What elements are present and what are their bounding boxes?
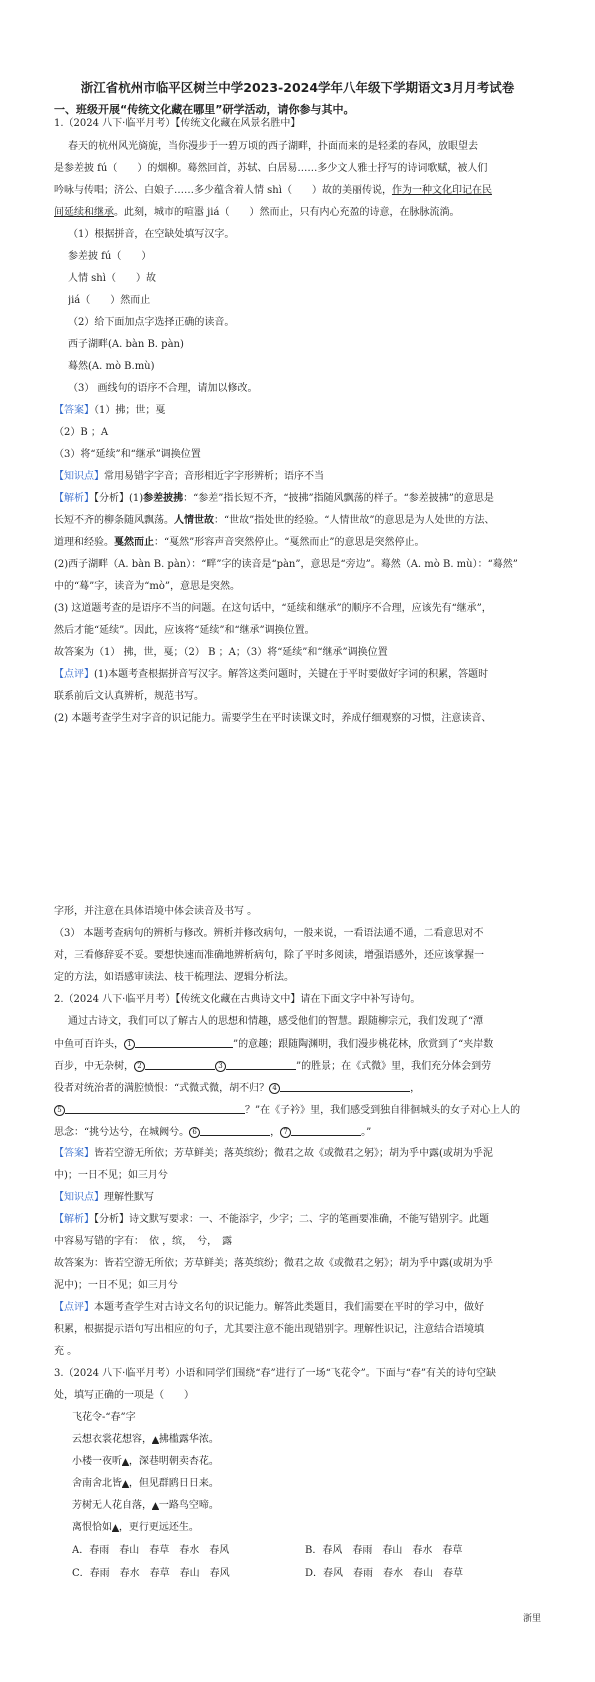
q3-poem-line: 云想衣裳花想容，▲拂槛露华浓。 bbox=[72, 1434, 219, 1445]
q1-heading: 1.（2024 八下·临平月考）【传统文化藏在风景名胜中】 bbox=[54, 118, 301, 129]
q2-answer: 【答案】皆若空游无所依；芳草鲜美；落英缤纷；微君之故《或微君之躬》；胡为乎中露(或胡为乎泥 bbox=[54, 1148, 493, 1159]
q1-passage-text: 。此刻，城市的喧嚣 jiá（ ）然而止，只有内心充盈的诗意，在脉脉流淌。 bbox=[114, 207, 460, 218]
q1-analysis: 【解析】【分析】(1)参差披拂：“参差”指长短不齐，“披拂”指随风飘荡的样子。“参差披拂”的意思是 bbox=[54, 493, 494, 504]
q1-answer-line: （2）B ；A bbox=[54, 427, 109, 438]
q1-analysis-line: 然后才能“延续”。因此，应该将“延续”和“继承”调换位置。 bbox=[54, 625, 315, 636]
q1-comment-line: 字形，并注意在具体语境中体会读音及书写 。 bbox=[54, 906, 258, 917]
q1-item: 人情 shì（ ）故 bbox=[68, 273, 156, 284]
blank-triangle-icon: ▲ bbox=[152, 1501, 159, 1511]
q2-passage-line: 百步，中无杂树， 2 3 ”的胜景；在《式微》里，我们充分体会到劳 bbox=[54, 1058, 541, 1075]
q1-subquestion: （3） 画线句的语序不合理，请加以修改。 bbox=[68, 383, 258, 394]
q1-analysis-line: (2)西子湖畔（A. bàn B. pàn）：“畔”字的读音是“pàn”，意思是“旁边”。蓦然（A. mò B. mù）：“蓦然” bbox=[54, 559, 518, 570]
fill-blank[interactable] bbox=[200, 1124, 270, 1136]
q2-passage-line: 思念：“挑兮达兮，在城阙兮。 6 ， 7 。” bbox=[54, 1124, 541, 1141]
q2-analysis: 【解析】【分析】诗文默写要求：一、不能添字，少字；二、字的笔画要准确，不能写错别字。此题 bbox=[54, 1214, 489, 1225]
q1-comment-line: 联系前后文认真辨析，规范书写。 bbox=[54, 691, 204, 702]
fill-blank[interactable] bbox=[291, 1124, 361, 1136]
q1-analysis-line: 故答案为（1） 拂，世，戛；（2） B ；A；（3）将“延续”和“继承”调换位置 bbox=[54, 647, 388, 658]
q3-option-c[interactable]: C．春雨 春水 春草 春山 春风 bbox=[72, 1568, 230, 1579]
q1-passage-text: 吟咏与传唱；济公、白娘子……多少蕴含着人情 shì（ ）故的美丽传说， bbox=[54, 185, 392, 196]
blank-number: 4 bbox=[269, 1083, 280, 1094]
blank-number: 3 bbox=[215, 1061, 226, 1072]
q1-item: 蓦然(A. mò B.mù) bbox=[68, 361, 155, 372]
q2-heading: 2.（2024 八下·临平月考）【传统文化藏在古典诗文中】请在下面文字中补写诗句。 bbox=[54, 994, 421, 1005]
q3-poem-title: 飞花令-“春”字 bbox=[72, 1412, 136, 1423]
q3-heading-line: 处，填写正确的一项是（ ） bbox=[54, 1390, 194, 1401]
q1-comment-line: 对，三看修辞妥不妥。要想快速而准确地辨析病句，除了平时多阅读，增强语感外，还应该掌握一 bbox=[54, 950, 484, 961]
knowledge-tag: 【知识点】 bbox=[54, 1192, 104, 1203]
fill-blank[interactable] bbox=[226, 1058, 296, 1070]
q1-passage-line bbox=[54, 183, 541, 199]
q2-comment-line: 积累，根据提示语句写出相应的句子，尤其要注意不能出现错别字。理解性识记，注意结合语境填 bbox=[54, 1324, 484, 1335]
blank-number: 2 bbox=[134, 1061, 145, 1072]
blank-number: 6 bbox=[189, 1127, 200, 1138]
q1-subquestion: （1）根据拼音，在空缺处填写汉字。 bbox=[68, 229, 235, 240]
q2-passage-line: 通过古诗文，我们可以了解古人的思想和情趣，感受他们的智慧。跟随柳宗元，我们发现了“潭 bbox=[68, 1016, 484, 1027]
q2-knowledge-point: 【知识点】理解性默写 bbox=[54, 1192, 154, 1203]
section-heading: 一、班级开展“传统文化藏在哪里”研学活动，请你参与其中。 bbox=[54, 103, 355, 116]
q3-heading: 3.（2024 八下·临平月考）小语和同学们围绕“春”进行了一场“飞花令”。下面与“春”有关的诗句空缺 bbox=[54, 1368, 497, 1379]
q2-passage-line: 5 ？”在《子衿》里，我们感受到独自徘徊城头的女子对心上人的 bbox=[54, 1102, 541, 1119]
answer-tag: 【答案】 bbox=[54, 405, 94, 416]
blank-triangle-icon: ▲ bbox=[122, 1457, 129, 1467]
q2-analysis-line: 中容易写错的字有： 依 ，缤， 兮， 露 bbox=[54, 1236, 233, 1247]
analysis-tag: 【解析】 bbox=[54, 493, 94, 504]
comment-tag: 【点评】 bbox=[54, 1302, 94, 1313]
knowledge-tag: 【知识点】 bbox=[54, 471, 104, 482]
q2-answer-line: 中)；一日不见；如三月兮 bbox=[54, 1170, 168, 1181]
q2-comment-line: 充 。 bbox=[54, 1346, 78, 1357]
fill-blank[interactable] bbox=[135, 1036, 233, 1048]
q1-analysis-line: 长短不齐的柳条随风飘荡。人情世故：“世故”指处世的经验。“人情世故”的意思是为人处世的方法、 bbox=[54, 515, 495, 526]
blank-number: 5 bbox=[54, 1105, 65, 1116]
page-title: 浙江省杭州市临平区树兰中学2023-2024学年八年级下学期语文3月月考试卷 bbox=[80, 80, 515, 95]
blank-triangle-icon: ▲ bbox=[112, 1523, 119, 1533]
q1-analysis-line: 道理和经验。戛然而止：“戛然”形容声音突然停止。“戛然而止”的意思是突然停止。 bbox=[54, 537, 425, 548]
q2-passage-line: 役者对统治者的满腔愤恨：“式微式微，胡不归？ 4 ， bbox=[54, 1080, 541, 1097]
page-footer: 浙里 bbox=[522, 1614, 541, 1624]
q1-passage-line bbox=[54, 205, 541, 221]
blank-triangle-icon: ▲ bbox=[152, 1435, 159, 1445]
q1-analysis-line: 中的“蓦”字，读音为“mò”，意思是突然。 bbox=[54, 581, 240, 592]
q3-option-b[interactable]: B．春风 春雨 春山 春水 春草 bbox=[305, 1545, 463, 1556]
q1-answer: 【答案】（1）拂；世；戛 bbox=[54, 405, 166, 416]
q1-item: 参差披 fú（ ） bbox=[68, 251, 152, 262]
q1-comment: 【点评】(1)本题考查根据拼音写汉字。解答这类问题时，关键在于平时要做好字词的积累，答题时 bbox=[54, 669, 489, 680]
q1-comment-line: (2) 本题考查学生对字音的识记能力。需要学生在平时读课文时，养成仔细观察的习惯，注意读音、 bbox=[54, 713, 492, 724]
q1-analysis-line: (3) 这道题考查的是语序不当的问题。在这句话中，“延续和继承”的顺序不合理，应该先有“继承”， bbox=[54, 603, 492, 614]
q3-poem-line: 芳树无人花自落，▲一路鸟空啼。 bbox=[72, 1500, 219, 1511]
q1-item: jiá（ ）然而止 bbox=[68, 295, 151, 306]
q1-item: 西子湖畔(A. bàn B. pàn) bbox=[68, 339, 184, 350]
q1-passage-line: 是参差披 fú（ ）的烟柳。蓦然回首，苏轼、白居易……多少文人雅士抒写的诗词歌赋，被人们 bbox=[54, 163, 488, 174]
q1-knowledge-point: 【知识点】常用易错字字音；音形相近字字形辨析；语序不当 bbox=[54, 471, 324, 482]
q3-option-a[interactable]: A．春雨 春山 春草 春水 春风 bbox=[72, 1545, 230, 1556]
q2-comment: 【点评】本题考查学生对古诗文名句的识记能力。解答此类题目，我们需要在平时的学习中，做好 bbox=[54, 1302, 484, 1313]
q3-poem-line: 离恨恰如▲，更行更远还生。 bbox=[72, 1522, 199, 1533]
fill-blank[interactable] bbox=[65, 1102, 245, 1114]
fill-blank[interactable] bbox=[145, 1058, 215, 1070]
q2-passage-line: 中鱼可百许头， 1 ”的意趣；跟随陶渊明，我们漫步桃花林，欣赏到了“夹岸数 bbox=[54, 1036, 541, 1053]
blank-number: 1 bbox=[124, 1039, 135, 1050]
q1-comment-line: 定的方法，如语感审读法、枝干梳理法、逻辑分析法。 bbox=[54, 972, 294, 983]
q1-answer-line: （3）将“延续”和“继承”调换位置 bbox=[54, 449, 201, 460]
analysis-tag: 【解析】 bbox=[54, 1214, 94, 1225]
q1-underlined-sentence: 间延续和继承 bbox=[54, 207, 114, 218]
q1-subquestion: （2）给下面加点字选择正确的读音。 bbox=[68, 317, 235, 328]
q1-comment-line: （3） 本题考查病句的辨析与修改。辨析并修改病句，一般来说，一看语法通不通，二看意思对不 bbox=[54, 928, 484, 939]
q1-passage-line: 春天的杭州风光旖旎，当你漫步于一碧万顷的西子湖畔，扑面而来的是轻柔的春风，放眼望去 bbox=[68, 141, 478, 152]
q3-poem-line: 舍南舍北皆▲，但见群鸥日日来。 bbox=[72, 1478, 219, 1489]
blank-triangle-icon: ▲ bbox=[122, 1479, 129, 1489]
q3-poem-line: 小楼一夜听▲，深巷明朝卖杏花。 bbox=[72, 1456, 219, 1467]
blank-number: 7 bbox=[280, 1127, 291, 1138]
q3-option-d[interactable]: D．春风 春雨 春水 春山 春草 bbox=[305, 1568, 464, 1579]
q1-underlined-sentence: 作为一种文化印记在民 bbox=[391, 185, 492, 196]
answer-tag: 【答案】 bbox=[54, 1148, 94, 1159]
comment-tag: 【点评】 bbox=[54, 669, 94, 680]
q2-analysis-line: 故答案为：皆若空游无所依；芳草鲜美；落英缤纷；微君之故《或微君之躬》；胡为乎中露(或胡为乎 bbox=[54, 1258, 493, 1269]
q2-analysis-line: 泥中)；一日不见；如三月兮 bbox=[54, 1280, 178, 1291]
fill-blank[interactable] bbox=[280, 1080, 410, 1092]
